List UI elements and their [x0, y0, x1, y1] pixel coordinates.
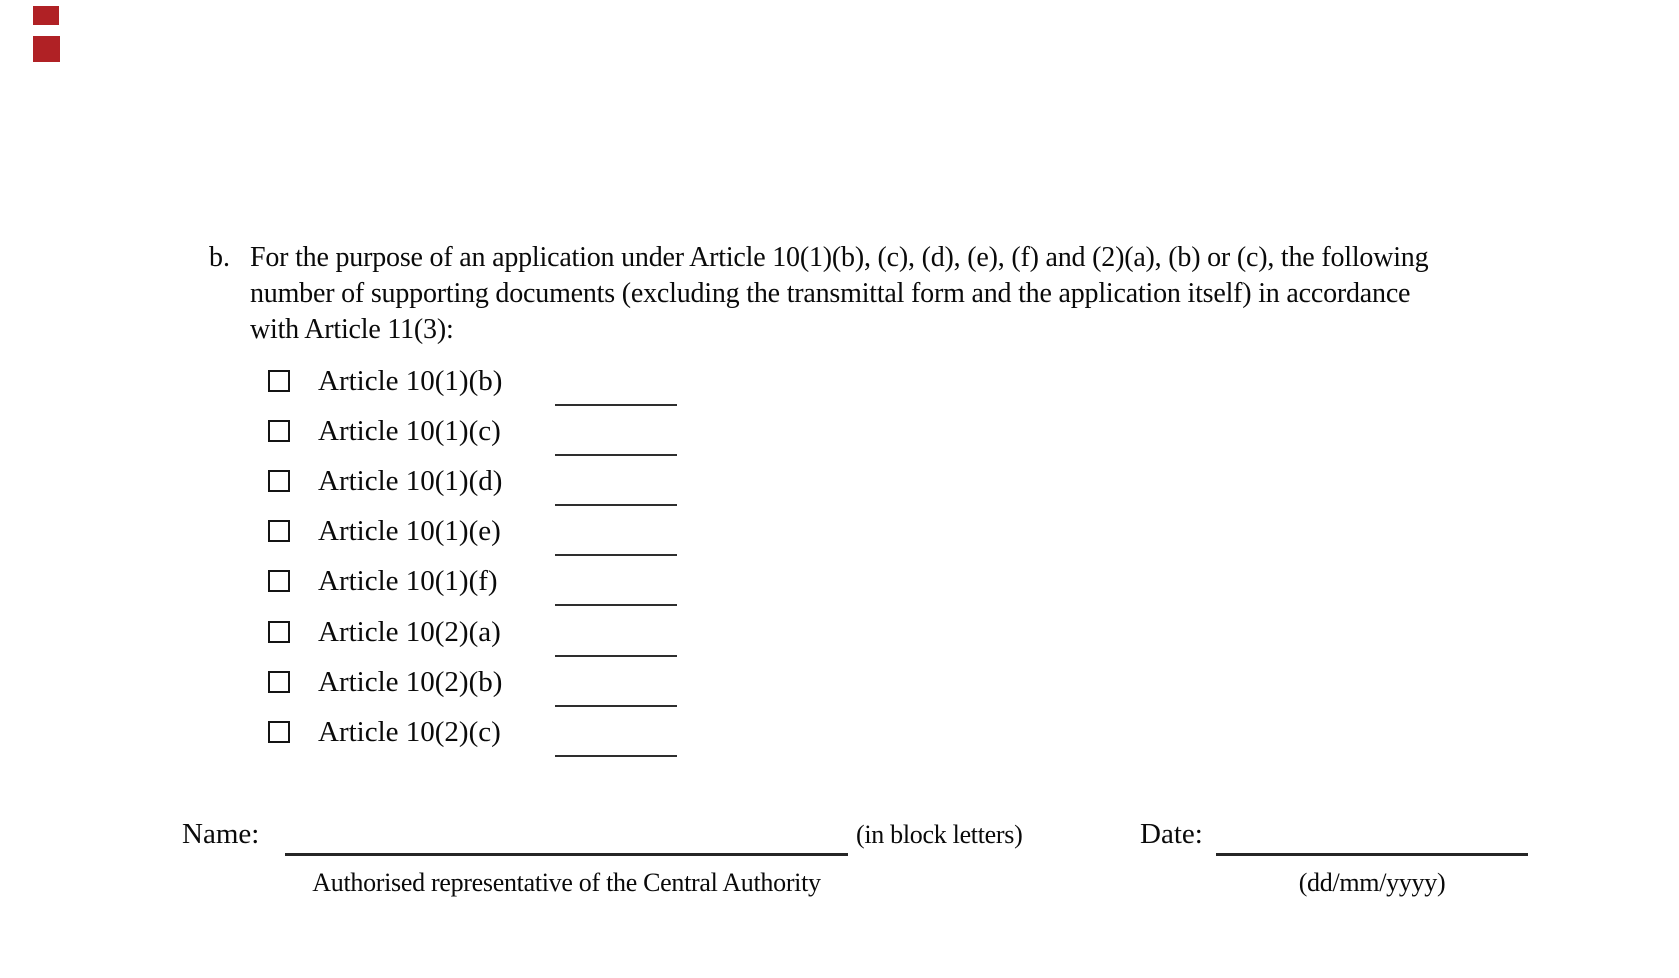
- name-label: Name:: [182, 818, 260, 850]
- checklist-row: [268, 508, 688, 558]
- name-field-caption: Authorised representative of the Central Authority: [312, 868, 821, 897]
- checkbox-label: Article 10(1)(e): [318, 515, 501, 547]
- paragraph-line: with Article 11(3):: [250, 314, 454, 345]
- checkbox-label: Article 10(2)(a): [318, 616, 501, 648]
- checkbox-article-10-2-c[interactable]: [268, 721, 290, 743]
- red-corner-mark: [33, 36, 60, 62]
- count-blank-field[interactable]: [555, 404, 677, 406]
- checklist-row: [268, 408, 688, 458]
- count-blank-field[interactable]: [555, 504, 677, 506]
- checkbox-article-10-1-f[interactable]: [268, 570, 290, 592]
- section-letter: b.: [209, 242, 230, 273]
- count-blank-field[interactable]: [555, 454, 677, 456]
- count-blank-field[interactable]: [555, 554, 677, 556]
- checkbox-label: Article 10(1)(f): [318, 565, 498, 597]
- checkbox-label: Article 10(1)(d): [318, 465, 503, 497]
- count-blank-field[interactable]: [555, 755, 677, 757]
- name-blank-field[interactable]: [285, 853, 848, 856]
- red-corner-mark: [33, 6, 59, 25]
- checkbox-article-10-1-e[interactable]: [268, 520, 290, 542]
- section-paragraph: [250, 240, 1428, 348]
- checkbox-article-10-2-a[interactable]: [268, 621, 290, 643]
- block-letters-note: (in block letters): [856, 820, 1023, 849]
- checkbox-label: Article 10(1)(b): [318, 365, 503, 397]
- date-blank-field[interactable]: [1216, 853, 1528, 856]
- checklist-row: [268, 609, 688, 659]
- checkbox-article-10-1-c[interactable]: [268, 420, 290, 442]
- checklist-row: [268, 358, 688, 408]
- checkbox-label: Article 10(2)(b): [318, 666, 503, 698]
- checkbox-label: Article 10(2)(c): [318, 716, 501, 748]
- checkbox-article-10-2-b[interactable]: [268, 671, 290, 693]
- count-blank-field[interactable]: [555, 655, 677, 657]
- date-label: Date:: [1140, 818, 1203, 850]
- checklist-row: [268, 458, 688, 508]
- paragraph-line: number of supporting documents (excluding the transmittal form and the application itself) in accordance: [250, 278, 1411, 309]
- paragraph-line: For the purpose of an application under Article 10(1)(b), (c), (d), (e), (f) and (2)(a), (b) or (c), the following: [250, 242, 1429, 273]
- checklist-row: [268, 659, 688, 709]
- checkbox-article-10-1-d[interactable]: [268, 470, 290, 492]
- checkbox-label: Article 10(1)(c): [318, 415, 501, 447]
- count-blank-field[interactable]: [555, 604, 677, 606]
- checklist-row: [268, 709, 688, 759]
- count-blank-field[interactable]: [555, 705, 677, 707]
- checkbox-article-10-1-b[interactable]: [268, 370, 290, 392]
- date-format-note: (dd/mm/yyyy): [1298, 868, 1446, 897]
- checklist-row: [268, 558, 688, 608]
